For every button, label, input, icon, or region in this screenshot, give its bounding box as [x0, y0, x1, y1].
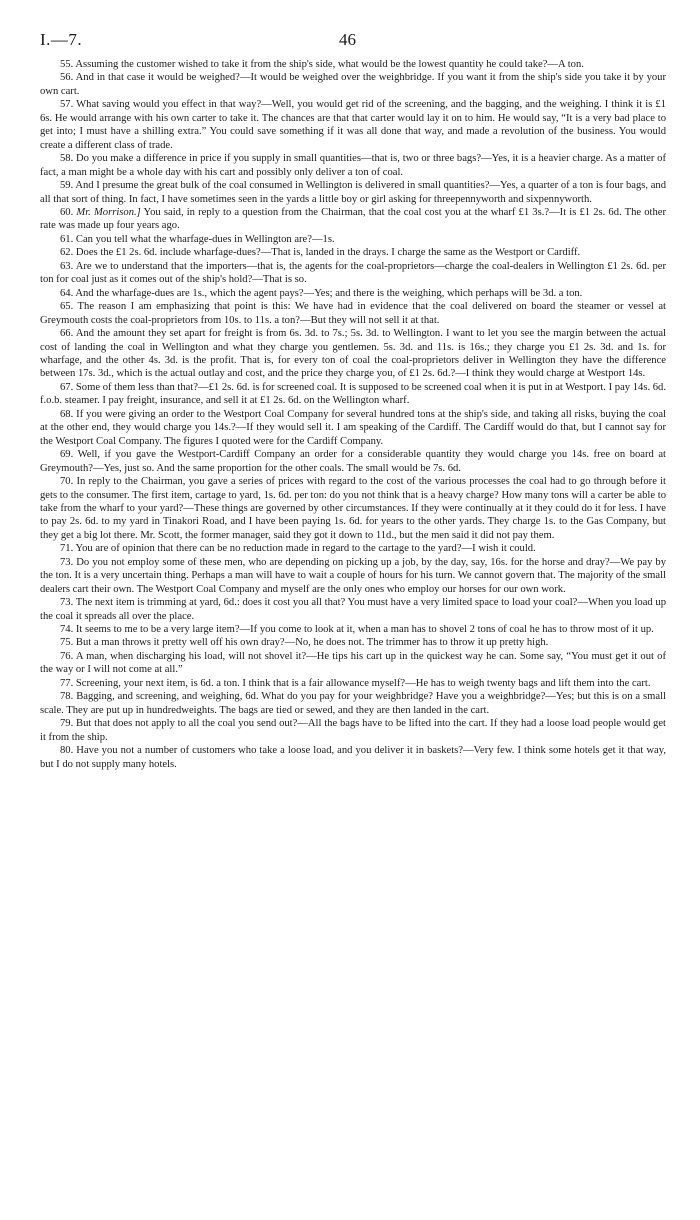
paragraph: [40, 650, 666, 677]
paragraph-text: But that does not apply to all the coal you send out?—All the bags have to be lifted into the cart. If they had a loose load people would get it from the ship.: [40, 718, 666, 743]
paragraph: [40, 677, 666, 690]
question-number: 73.: [60, 597, 74, 609]
question-number: 75.: [60, 637, 74, 649]
question-number: 77.: [60, 677, 74, 689]
paragraph: [40, 690, 666, 717]
question-number: 56.: [60, 72, 74, 84]
paragraph-text: What saving would you effect in that way?—Well, you would get rid of the screening, and the bagging, and the weighing. I think it is £1 6s. He would arrange with his own carter to take it. The chances are that that carter would lay it on to him. He would say, “It is a very bad place to get into; I must have a shilling extra.” You could save something if it was all done that way, and made a revolution of the business. You would create a different class of trade.: [40, 99, 666, 151]
paragraph: [40, 58, 666, 71]
question-number: 67.: [60, 381, 74, 393]
paragraph-text: You said, in reply to a question from the Chairman, that the coal cost you at the wharf £1 3s.?—It is £1 2s. 6d. The other rate was made up four years ago.: [40, 206, 667, 232]
paragraph-text: And I presume the great bulk of the coal consumed in Wellington is delivered in small quantities?—Yes, a quarter of a ton is four bags, and all that sort of thing. In fact, I have sometimes seen in the yards a little boy or girl asking for threepennyworth and sixpennyworth.: [40, 180, 666, 205]
page-header: [40, 30, 666, 54]
paragraph-text: Assuming the customer wished to take it from the ship's side, what would be the lowest quantity he could take?—A ton.: [75, 59, 584, 70]
paragraph-text: Does the £1 2s. 6d. include wharfage-dues?—That is, landed in the drays. I charge the same as the Westport or Cardiff.: [75, 247, 581, 259]
paragraph-text: You are of opinion that there can be no reduction made in regard to the cartage to the yard?—I wish it could.: [75, 543, 536, 555]
paragraph-text: Some of them less than that?—£1 2s. 6d. is for screened coal. It is supposed to be screened coal when it is put in at Westport. I pay 14s. 6d. f.o.b. steamer. I pay freight, insurance, and sell it at £1 2s. 6d. on the Wellington wharf.: [40, 381, 666, 407]
paragraph-text: Well, if you gave the Westport-Cardiff Company an order for a considerable quantity they would charge you 14s. free on board at Greymouth?—Yes, just so. And the same proportion for the other coals. The small would be 7s. 6d.: [40, 449, 666, 474]
paragraph: [40, 206, 666, 233]
paragraph: [40, 636, 666, 649]
paragraph: [40, 717, 666, 744]
question-number: 79.: [60, 718, 74, 730]
paragraph: [40, 381, 666, 408]
document-body: [40, 58, 666, 771]
paragraph: [40, 98, 666, 152]
question-number: 71.: [60, 543, 74, 555]
paragraph-text: But a man throws it pretty well off his own dray?—No, he does not. The trimmer has to throw it up pretty high.: [75, 637, 549, 649]
paragraph-text: Have you not a number of customers who take a loose load, and you deliver it in baskets?—Very few. I think some hotels get it that way, but I do not supply many hotels.: [40, 745, 666, 770]
paragraph: [40, 300, 666, 327]
paragraph: [40, 233, 666, 246]
question-number: 78.: [60, 691, 74, 703]
paragraph: [40, 179, 666, 206]
paragraph: [40, 260, 666, 287]
question-number: 57.: [60, 99, 74, 111]
question-number: 66.: [60, 328, 74, 340]
question-number: 70.: [60, 476, 74, 488]
paragraph: [40, 623, 666, 636]
paragraph: [40, 475, 666, 542]
question-number: 73.: [60, 556, 74, 568]
paragraph: [40, 287, 666, 300]
question-number: 68.: [60, 408, 74, 420]
question-number: 59.: [60, 180, 74, 192]
paragraph-text: And the amount they set apart for freight is from 6s. 3d. to 7s.; 5s. 3d. to Wellington. I want to let you see the margin between the actual cost of landing the coal in Wellington and what they charge you gentlemen. 5s. 3d. and 11s. is 16s.; they charge you £1 2s. 3d. and 1s. for wharfage, and the other 4s. 3d. is the profit. That is, for every ton of coal the coal-proprietors deliver in Wellington they have the difference between 17s. 3d., which is the actual outlay and cost, and the price they charge you, of £1 2s. 6d.?—I think they would charge at Westport 14s.: [40, 328, 666, 380]
paragraph: [40, 542, 666, 555]
question-number: 60.: [60, 206, 74, 218]
paragraph-text: And the wharfage-dues are 1s., which the agent pays?—Yes; and there is the weighing, which perhaps will be 3d. a ton.: [75, 287, 583, 299]
question-number: 62.: [60, 247, 74, 259]
question-number: 76.: [60, 650, 74, 662]
paragraph-text: It seems to me to be a very large item?—If you come to look at it, when a man has to shovel 2 tons of coal he has to throw most of it up.: [75, 624, 654, 636]
paragraph-text: A man, when discharging his load, will not shovel it?—He tips his cart up in the quickest way he can. Some say, “You must get it out of the way or I will not come at all.”: [40, 650, 666, 676]
paragraph-text: The reason I am emphasizing that point is this: We have had in evidence that the coal delivered on board the steamer or vessel at Greymouth costs the coal-proprietors from 10s. to 11s. a ton?—But they will not sell it at that.: [40, 301, 666, 326]
paragraph-text: Screening, your next item, is 6d. a ton. I think that is a fair allowance myself?—He has to weigh twenty bags and lift them into the cart.: [75, 677, 651, 689]
paragraph: [40, 408, 666, 448]
speaker-name: Mr. Morrison.]: [76, 206, 141, 218]
paragraph: [40, 744, 666, 771]
document-reference: I.—7.: [40, 30, 83, 49]
question-number: 65.: [60, 301, 74, 313]
question-number: 58.: [60, 153, 74, 165]
paragraph-text: Do you make a difference in price if you supply in small quantities—that is, two or three bags?—Yes, it is a heavier charge. As a matter of fact, a man might be a whole day with his cart and possibly only deliver a ton of coal.: [40, 153, 666, 178]
paragraph: [40, 327, 666, 381]
question-number: 69.: [60, 449, 74, 461]
paragraph-text: The next item is trimming at yard, 6d.: does it cost you all that? You must have a very limited space to load your coal?—When you load up the coal it spreads all over the place.: [40, 597, 666, 622]
paragraph-text: Do you not employ some of these men, who are depending on picking up a job, by the day, say, 16s. for the horse and dray?—We pay by the ton. It is a very uncertain thing. Perhaps a man will have to wait a couple of hours for his turn. We cannot govern that. The majority of the small dealers cart their own. The Westport Coal Company and myself are the only ones who employ our horses for our own work.: [40, 556, 666, 595]
paragraph-text: And in that case it would be weighed?—It would be weighed over the weighbridge. If you want it from the ship's side you take it by your own cart.: [40, 72, 666, 97]
question-number: 74.: [60, 624, 74, 636]
paragraph-text: Bagging, and screening, and weighing, 6d. What do you pay for your weighbridge? Have you a weighbridge?—Yes; but this is on a small scale. They are put up in hundredweights. The bags are tied or sewed, and they are then landed in the cart.: [40, 691, 666, 716]
paragraph-text: In reply to the Chairman, you gave a series of prices with regard to the cost of the various processes the coal had to go through before it gets to the consumer. The first item, cartage to yard, 1s. 6d. per ton: do you not think that is a heavy charge? How many tons will a carter be able to take from the wharf to your yard?—These things are governed by other circumstances. If they were continually at it they could do it for less. I have to pay 2s. 6d. to my yard in Tinakori Road, and I have been paying 1s. 6d. for years to the other yards. They charge 1s. to the Gas Company, but they get a big lot there. Mr. Scott, the former manager, said they got it down to 11d., but the men said it did not pay them.: [40, 476, 666, 541]
paragraph: [40, 556, 666, 596]
paragraph-text: Can you tell what the wharfage-dues in Wellington are?—1s.: [75, 233, 335, 245]
question-number: 61.: [60, 233, 74, 245]
paragraph: [40, 152, 666, 179]
paragraph: [40, 246, 666, 259]
paragraph: [40, 596, 666, 623]
paragraph-text: Are we to understand that the importers—that is, the agents for the coal-proprietors—charge the coal-dealers in Wellington £1 2s. 6d. per ton for coal just as it comes out of the ship's hold?—That is so.: [40, 260, 666, 286]
question-number: 55.: [60, 59, 74, 70]
paragraph: [40, 71, 666, 98]
question-number: 80.: [60, 745, 74, 757]
paragraph-text: If you were giving an order to the Westport Coal Company for several hundred tons at the ship's side, and taking all risks, buying the coal at the other end, they would charge you 14s.?—If they would sell it. I am speaking of the Cardiff. The Cardiff would do that, but I cannot say for the Westport Coal Company. The figures I quoted were for the Cardiff Company.: [40, 408, 666, 447]
paragraph: [40, 448, 666, 475]
question-number: 63.: [60, 260, 74, 272]
question-number: 64.: [60, 287, 74, 299]
page-number: 46: [339, 30, 356, 49]
